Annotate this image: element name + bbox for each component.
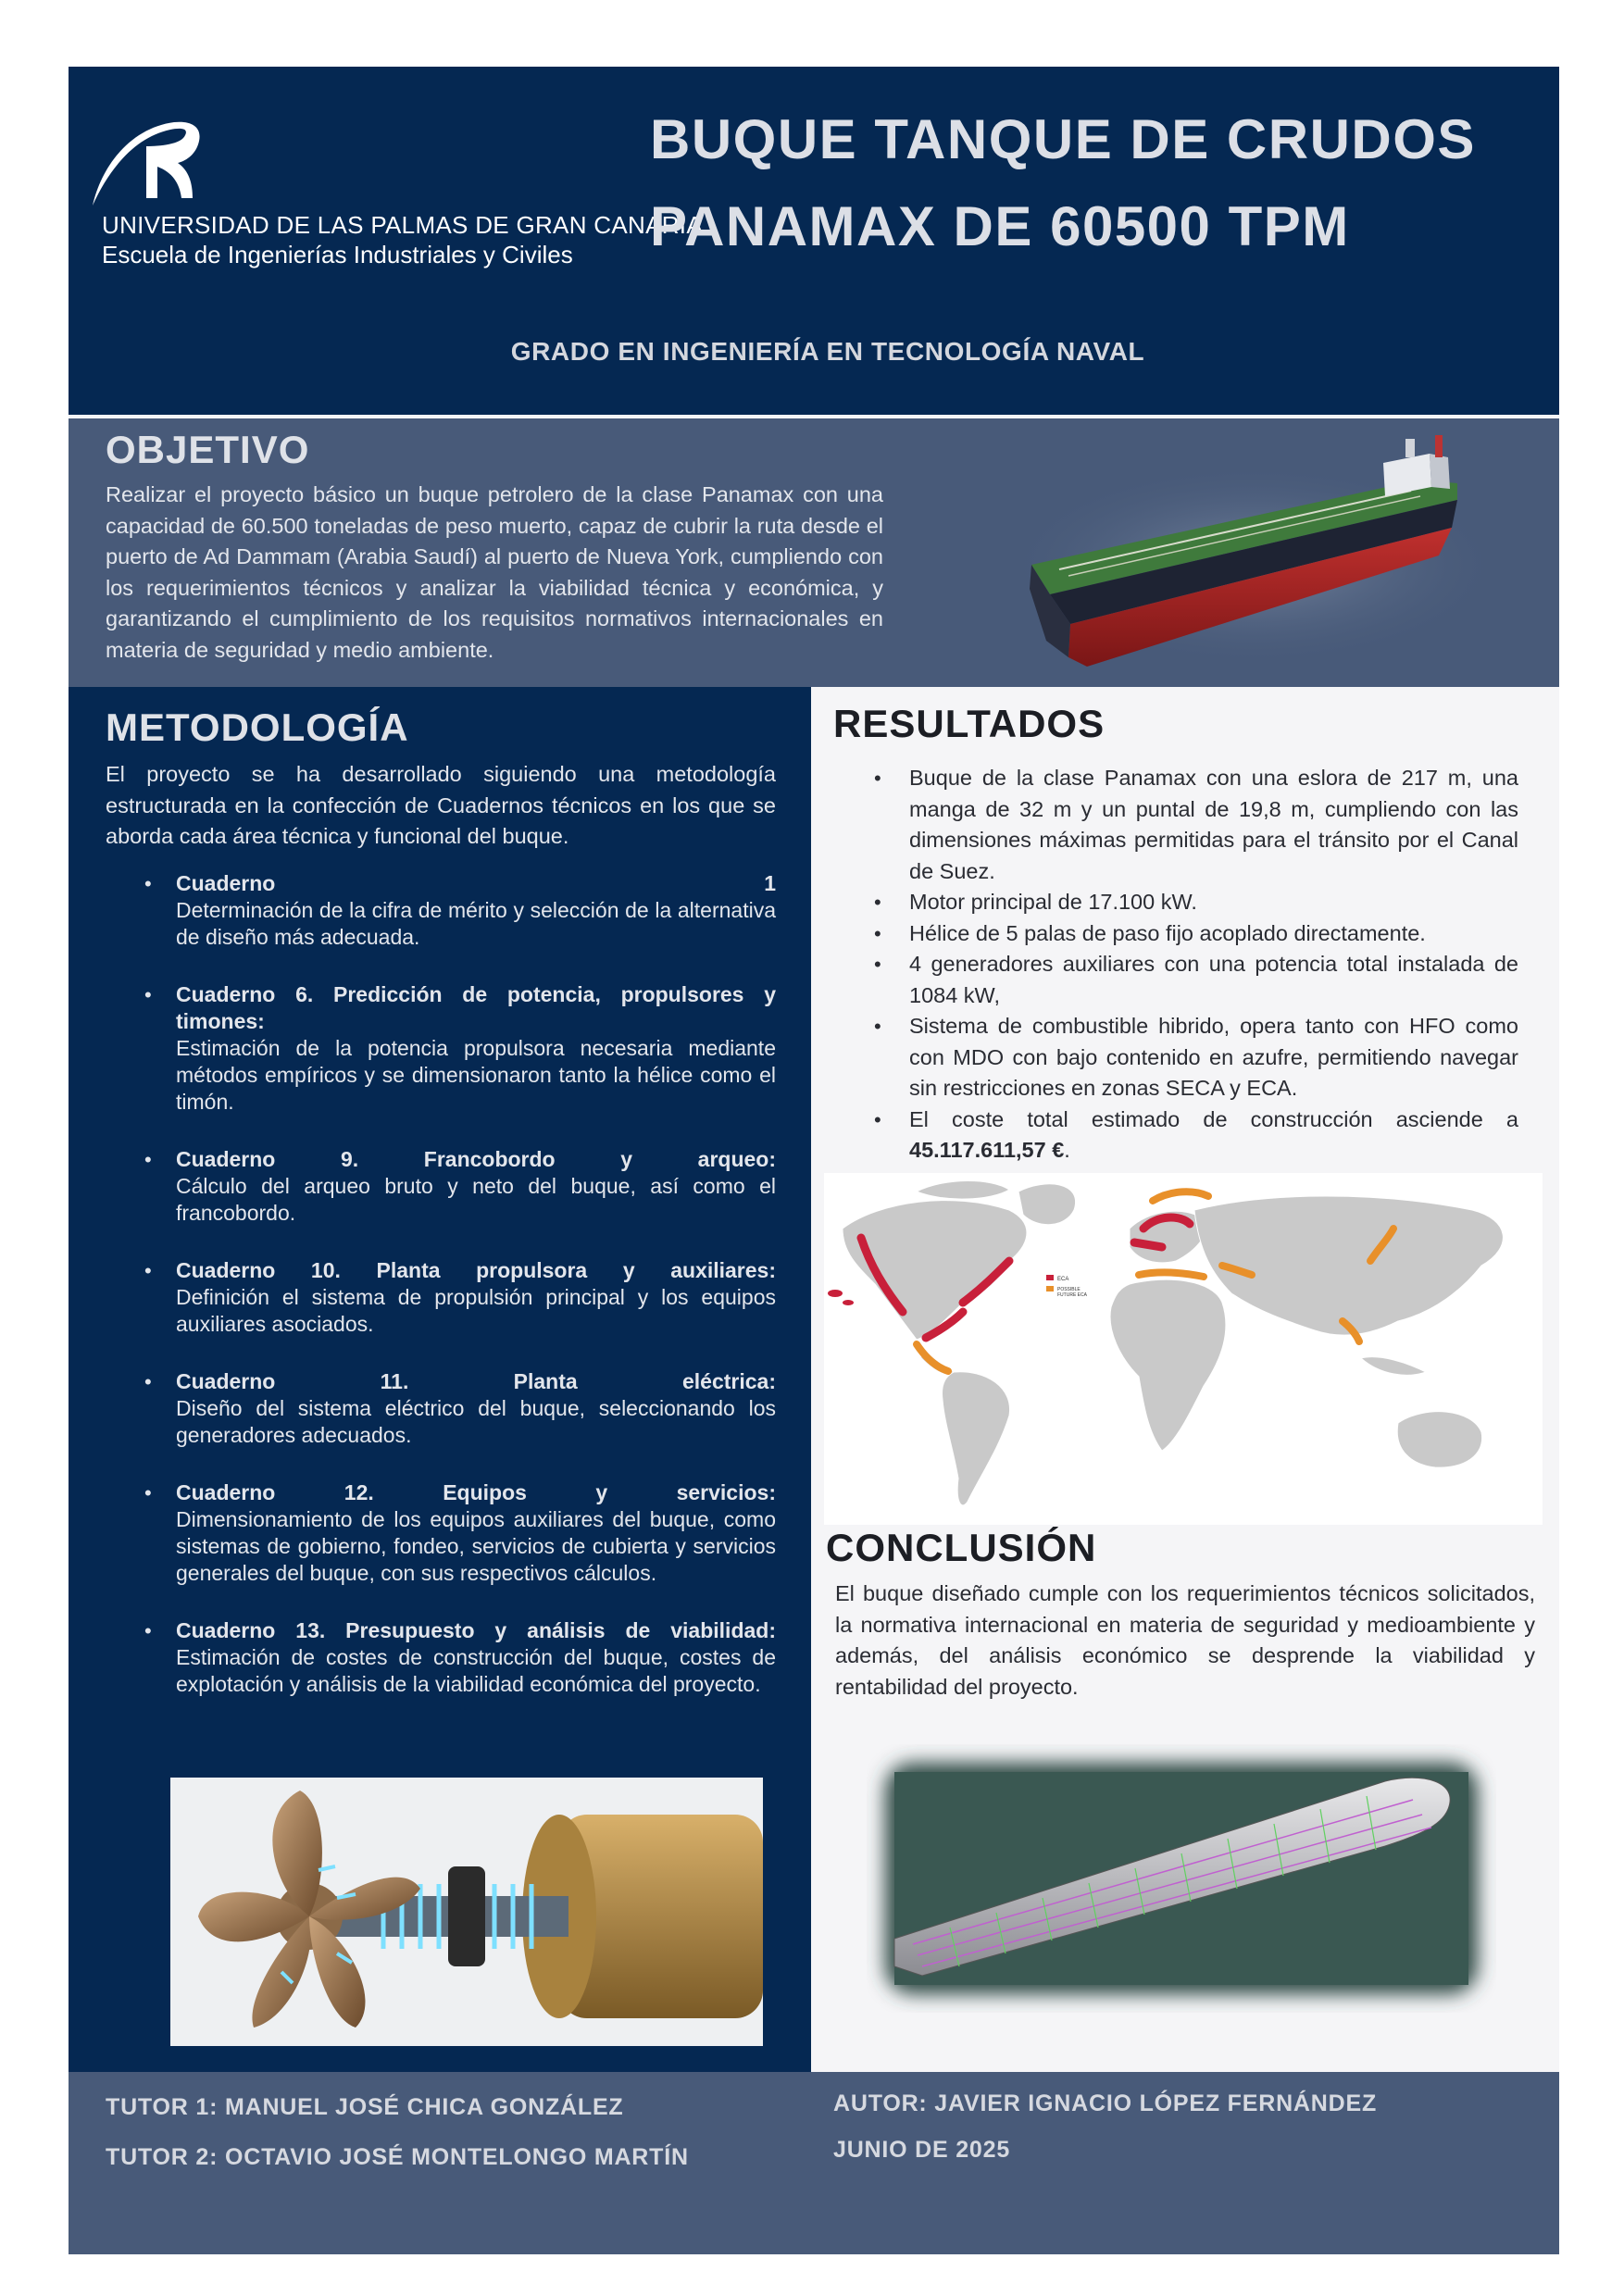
tutor2-label: TUTOR 2: OCTAVIO JOSÉ MONTELONGO MARTÍN [106, 2144, 689, 2170]
university-name: UNIVERSIDAD DE LAS PALMAS DE GRAN CANARIA [102, 211, 703, 239]
list-item: • Motor principal de 17.100 kW. [874, 890, 1197, 914]
resultados-list [833, 763, 1518, 1167]
list-item: • Cuaderno 9. Francobordo y arqueo: Cálculo del arqueo bruto y neto del buque, así como el francobordo. [144, 1147, 776, 1225]
list-item: • Cuaderno 13. Presupuesto y análisis de viabilidad: Estimación de costes de construcción del buque, costes de explotación y análisis de la viabilidad económica del proyecto. [144, 1618, 776, 1696]
metodologia-section [69, 687, 811, 2072]
poster-title-line1: BUQUE TANQUE DE CRUDOS [650, 108, 1476, 170]
legend-future-swatch [1046, 1286, 1054, 1292]
footer [69, 2072, 1559, 2254]
author-label: AUTOR: JAVIER IGNACIO LÓPEZ FERNÁNDEZ [833, 2090, 1378, 2116]
list-item: • Hélice de 5 palas de paso fijo acoplado directamente. [874, 920, 1426, 945]
cost-value: 45.117.611,57 € [909, 1138, 1065, 1162]
cuadernos-list [106, 870, 776, 1728]
list-item: • Sistema de combustible hibrido, opera tanto con HFO como con MDO con bajo contenido en azufre, permitiendo navegar sin restricciones en zonas SECA y ECA. [874, 1014, 1518, 1100]
legend-future-label-2: FUTURE ECA [1057, 1292, 1087, 1298]
list-item: • Cuaderno 10. Planta propulsora y auxiliares: Definición el sistema de propulsión principal y los equipos auxiliares asociados. [144, 1258, 776, 1336]
resultados-title: RESULTADOS [833, 702, 1106, 745]
degree-title: GRADO EN INGENIERÍA EN TECNOLOGÍA NAVAL [510, 337, 1145, 366]
header [69, 67, 1559, 415]
university-logo-icon [89, 109, 209, 211]
objetivo-text: Realizar el proyecto básico un buque petrolero de la clase Panamax con una capacidad de 60.500 toneladas de peso muerto, capaz de cubrir la ruta desde el puerto de Ad Dammam (Arabia Saudí) al puerto de Nueva York, cumpliendo con los requerimientos técnicos y analizar la viabilidad técnica y económica, y garantizando el cumplimiento de los requisitos normativos internacionales en materia de seguridad y medio ambiente. [106, 482, 883, 662]
tutor1-label: TUTOR 1: MANUEL JOSÉ CHICA GONZÁLEZ [106, 2094, 624, 2120]
legend-eca-swatch [1046, 1275, 1054, 1280]
list-item: • Cuaderno 6. Predicción de potencia, propulsores y timones: Estimación de la potencia propulsora necesaria mediante métodos empíricos y se dimensionaron tanto la hélice como el timón. [144, 982, 776, 1114]
legend-future-label-1: POSSIBLE [1057, 1287, 1081, 1292]
school-name: Escuela de Ingenierías Industriales y Civiles [102, 241, 573, 268]
hull-model-image [867, 1744, 1496, 2013]
list-item: • El coste total estimado de construcción asciende a 45.117.611,57 €. [874, 1106, 1518, 1162]
metodologia-title: METODOLOGÍA [106, 705, 409, 749]
list-item: • Buque de la clase Panamax con una eslora de 217 m, una manga de 32 m y un puntal de 19,8 m, cumpliendo con las dimensiones máximas permitidas para el tránsito por el Canal de Suez. [874, 766, 1518, 883]
metodologia-intro: El proyecto se ha desarrollado siguiendo una metodología estructurada en la confección de Cuadernos técnicos en los que se aborda cada área técnica y funcional del buque. [106, 762, 776, 848]
propeller-shaft-image [170, 1778, 763, 2046]
list-item: • Cuaderno 12. Equipos y servicios: Dimensionamiento de los equipos auxiliares del buque, como sistemas de gobierno, fondeo, servicios de cubierta y servicios generales del buque, con sus respectivos cálculos. [144, 1480, 776, 1585]
conclusion-title: CONCLUSIÓN [826, 1526, 1097, 1569]
date-label: JUNIO DE 2025 [833, 2137, 1011, 2163]
poster-title-line2: PANAMAX DE 60500 TPM [650, 195, 1350, 257]
conclusion-text: El buque diseñado cumple con los requerimientos técnicos solicitados, la normativa internacional en materia de seguridad y medioambiente y además, del análisis económico se desprende la viabilidad y rentabilidad del proyecto. [835, 1581, 1535, 1699]
tanker-ship-image [994, 426, 1494, 676]
list-item: • Cuaderno 11. Planta eléctrica: Diseño del sistema eléctrico del buque, seleccionando los generadores adecuados. [144, 1369, 776, 1447]
poster [69, 67, 1559, 2254]
legend-eca-label: ECA [1057, 1277, 1069, 1282]
list-item: • Cuaderno 1 Determinación de la cifra de mérito y selección de la alternativa de diseño más adecuada. [144, 871, 776, 949]
objetivo-title: OBJETIVO [106, 428, 310, 471]
list-item: • 4 generadores auxiliares con una potencia total instalada de 1084 kW, [874, 952, 1518, 1007]
objetivo-section [69, 418, 1559, 687]
eca-world-map [824, 1173, 1543, 1525]
